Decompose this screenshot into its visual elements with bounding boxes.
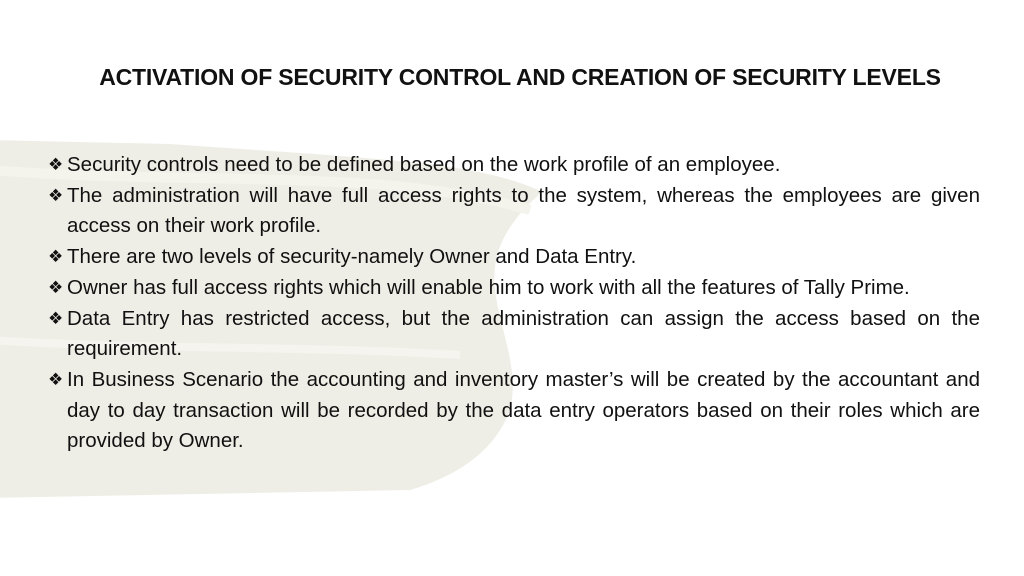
diamond-bullet-icon: ❖ <box>48 369 64 389</box>
bullet-text: Data Entry has restricted access, but the administration can assign the access based on the requirement. <box>67 306 980 361</box>
list-item <box>48 242 980 273</box>
slide-title: ACTIVATION OF SECURITY CONTROL AND CREATION OF SECURITY LEVELS <box>99 64 941 90</box>
diamond-bullet-icon: ❖ <box>48 247 64 267</box>
bullet-text: There are two levels of security-namely Owner and Data Entry. <box>67 245 637 269</box>
bullet-text: Owner has full access rights which will enable him to work with all the features of Tally Prime. <box>67 275 910 299</box>
list-item <box>48 365 980 457</box>
diamond-bullet-icon: ❖ <box>48 155 64 174</box>
bullet-text: The administration will have full access rights to the system, whereas the employees are given access on their work profile. <box>67 183 980 238</box>
diamond-bullet-icon: ❖ <box>48 185 64 205</box>
bullet-list <box>48 150 980 457</box>
list-item <box>48 304 980 365</box>
bullet-text: In Business Scenario the accounting and inventory master’s will be created by the accountant and day to day transaction will be recorded by the data entry operators based on their roles which are provided by Owner. <box>67 367 980 453</box>
diamond-bullet-icon: ❖ <box>48 277 64 297</box>
diamond-bullet-icon: ❖ <box>48 308 64 328</box>
list-item <box>48 273 980 304</box>
bullet-text: Security controls need to be defined based on the work profile of an employee. <box>67 153 781 176</box>
list-item <box>48 150 980 181</box>
list-item <box>48 181 980 242</box>
